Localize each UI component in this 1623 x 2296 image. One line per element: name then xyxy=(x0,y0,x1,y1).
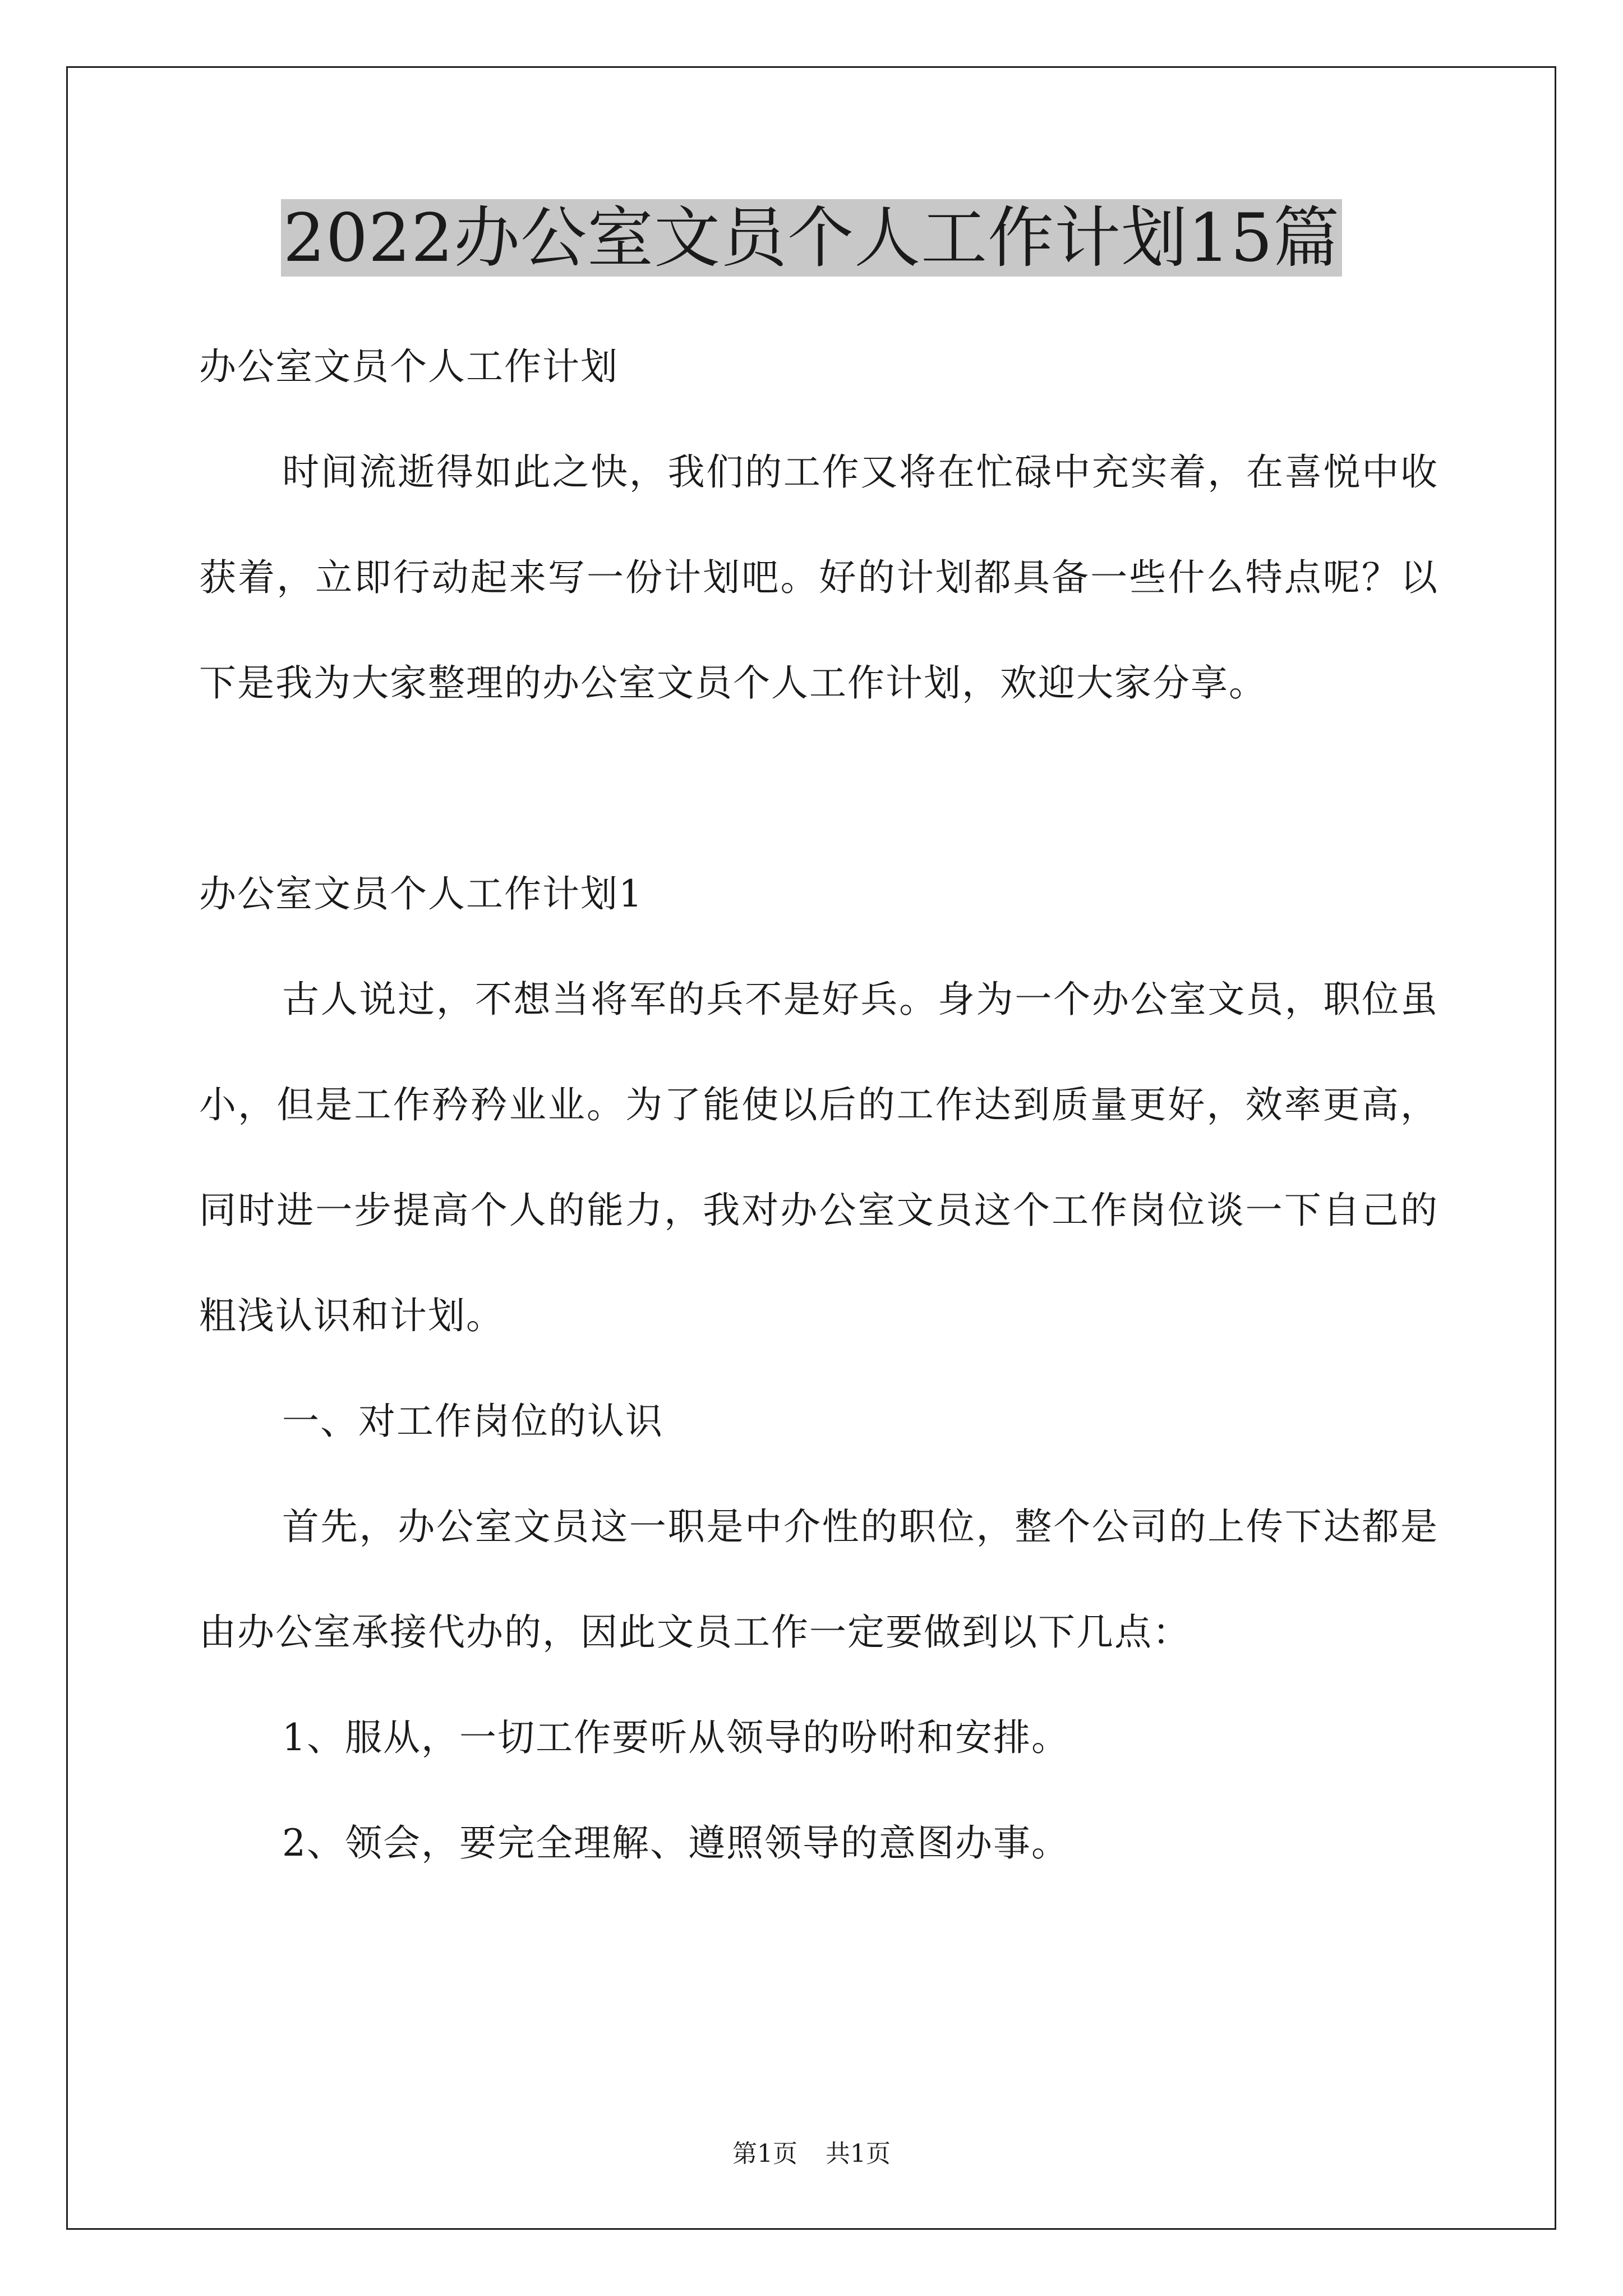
document-title: 2022办公室文员个人工作计划15篇 xyxy=(281,199,1342,277)
section1-paragraph: 首先，办公室文员这一职是中介性的职位，整个公司的上传下达都是由办公室承接代办的，因此文员工作一定要做到以下几点： xyxy=(199,1505,1438,1654)
intro-paragraph: 时间流逝得如此之快，我们的工作又将在忙碌中充实着，在喜悦中收获着，立即行动起来写一份计划吧。好的计划都具备一些什么特点呢？以下是我为大家整理的办公室文员个人工作计划，欢迎大家分享。 xyxy=(199,450,1438,705)
section1-list-item: 1、服从，一切工作要听从领导的吩咐和安排。 xyxy=(282,1716,1069,1759)
intro-heading: 办公室文员个人工作计划 xyxy=(199,345,619,388)
section1-list-item: 2、领会，要完全理解、遵照领导的意图办事。 xyxy=(282,1821,1069,1865)
title-container xyxy=(0,199,1623,277)
section1-paragraph: 古人说过，不想当将军的兵不是好兵。身为一个办公室文员，职位虽小，但是工作矜矜业业。为了能使以后的工作达到质量更好，效率更高，同时进一步提高个人的能力，我对办公室文员这个工作岗位谈一下自己的粗浅认识和计划。 xyxy=(199,978,1438,1337)
document-body xyxy=(199,314,1438,1896)
page-footer xyxy=(0,2137,1623,2171)
section1-subheading: 一、对工作岗位的认识 xyxy=(282,1400,663,1443)
page-number-total: 共1页 xyxy=(826,2139,891,2168)
section-spacer xyxy=(199,736,1438,841)
section1-heading: 办公室文员个人工作计划1 xyxy=(199,872,643,915)
page-number-current: 第1页 xyxy=(732,2139,797,2168)
